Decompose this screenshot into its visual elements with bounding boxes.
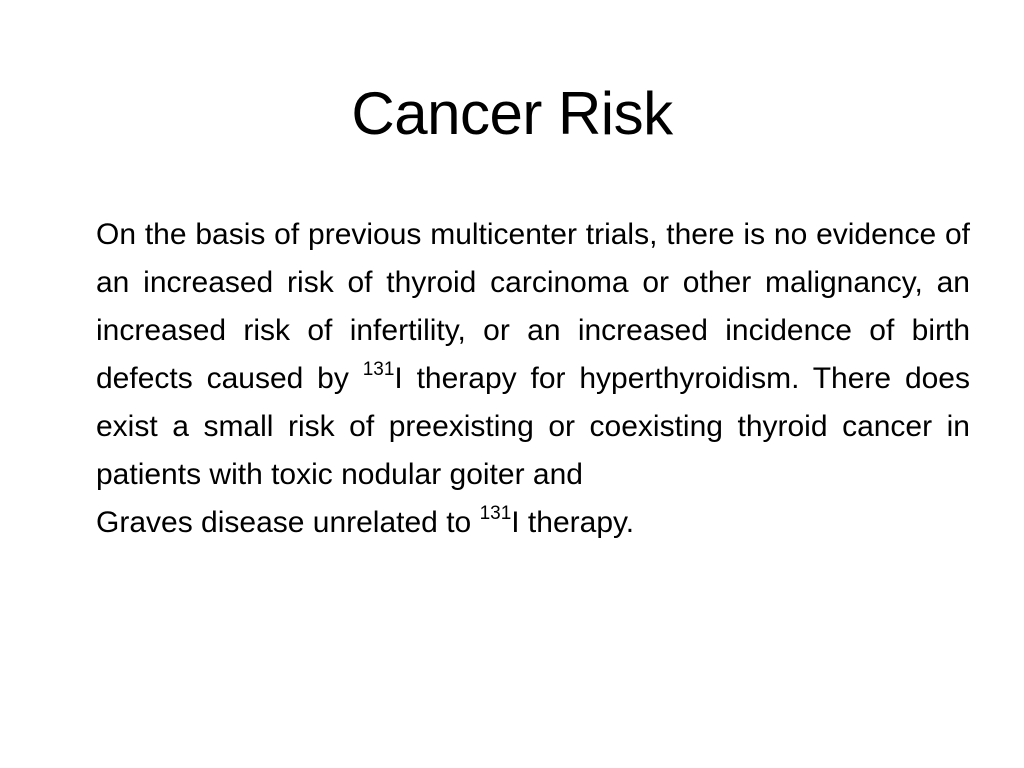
body-paragraph-2 [96,499,970,547]
body-paragraph-2-text-b: I therapy. [511,506,635,539]
isotope-superscript: 131 [479,503,512,524]
isotope-superscript: 131 [362,359,395,380]
body-paragraph-1-text-b: I therapy for hyperthyroidism. There does exist a small risk of preexisting or coexisting thyroid cancer in patients with toxic nodular goiter and [96,362,970,491]
slide-title: Cancer Risk [351,80,673,147]
body-paragraph-1 [96,211,970,499]
body-paragraph-1-text-a: On the basis of previous multicenter trials, there is no evidence of an increased risk of thyroid carcinoma or other malignancy, an increased risk of infertility, or an increased incidence of birth defects caused by [96,218,970,395]
slide-body [96,211,970,547]
body-paragraph-2-text-a: Graves disease unrelated to [96,506,480,539]
